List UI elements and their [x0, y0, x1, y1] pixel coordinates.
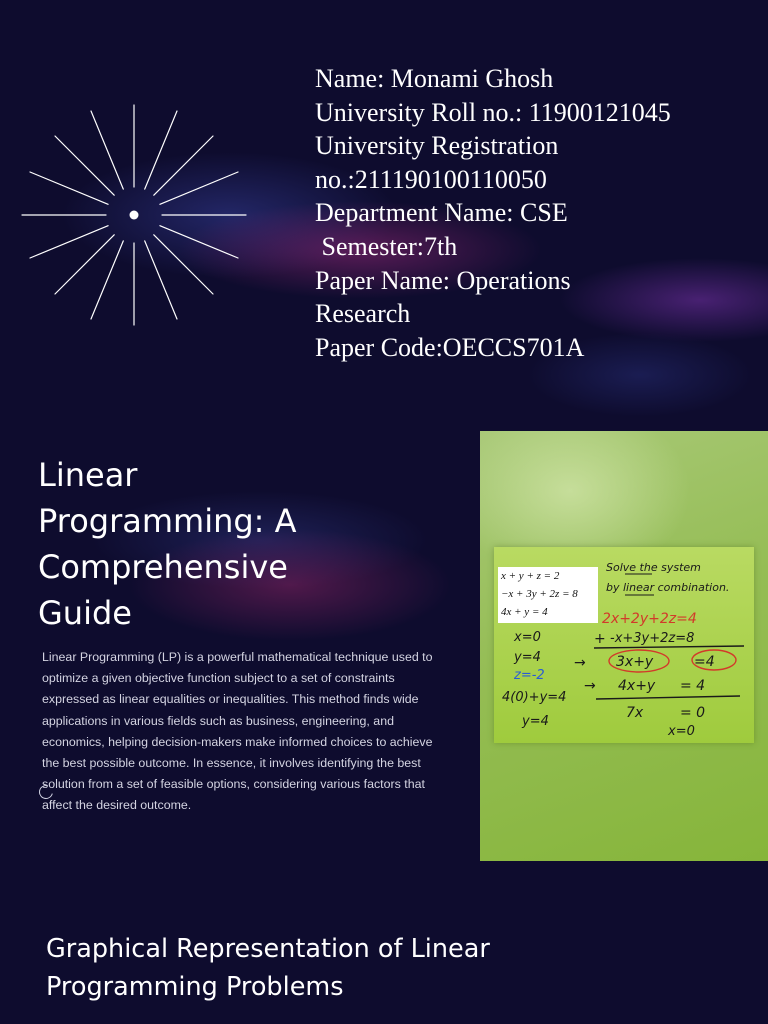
paper-name: Paper Name: Operations: [315, 265, 571, 295]
title-line-1: Linear: [38, 456, 138, 494]
eq-4: 4x+y: [618, 678, 656, 694]
paper-name-continued: Research: [315, 299, 411, 329]
plus-sign: +: [594, 631, 606, 647]
intro-paragraph: Linear Programming (LP) is a powerful mathematical technique used to optimize a given objective function subject to a set of constraints expressed as linear equalities or inequalities. This method finds wide applications in various fields such as business, engineering, and economics, helping decision-makers make informed choices to achieve the best possible outcome. In essence, it involves identifying the best solution from a set of feasible options, considering various factors that affect the desired outcome.: [42, 650, 433, 813]
title-line-2: Programming: A: [38, 502, 297, 540]
university-roll: University Roll no.: 11900121045: [315, 97, 671, 127]
eq-3: 3x+y: [616, 654, 654, 670]
title-line-3: Comprehensive: [38, 548, 288, 586]
section-heading-line-1: Graphical Representation of Linear: [46, 934, 490, 964]
registration-label: University Registration: [315, 131, 559, 161]
eq-2: -x+3y+2z=8: [610, 631, 695, 646]
paper-code: Paper Code:OECCS701A: [315, 332, 585, 362]
eq-4-rhs: = 4: [680, 678, 706, 694]
typed-eq-3: 4x + y = 4: [501, 606, 548, 618]
svg-text:→: →: [584, 678, 596, 694]
eq-1: 2x+2y+2z=4: [602, 611, 697, 627]
eq-5-rhs: = 0: [680, 705, 706, 721]
section-heading-line-2: Programming Problems: [46, 972, 344, 1002]
side-y-result: y=4: [522, 714, 549, 729]
eq-6: x=0: [668, 724, 695, 739]
whiteboard: [494, 547, 754, 743]
page-title: [38, 452, 458, 636]
semester: Semester:7th: [315, 231, 458, 261]
student-info: [315, 62, 755, 364]
title-line-4: Guide: [38, 594, 132, 632]
sunburst-icon: [14, 95, 254, 335]
student-name: Name: Monami Ghosh: [315, 64, 554, 93]
eq-3-rhs: =4: [694, 654, 715, 670]
side-y: y=4: [514, 650, 541, 665]
svg-text:→: →: [574, 655, 586, 671]
equation-photo: [480, 431, 768, 861]
typed-eq-1: x + y + z = 2: [501, 570, 560, 582]
side-z: z=-2: [514, 668, 545, 683]
heading-2: by linear combination.: [606, 581, 730, 594]
eq-5-left: 7x: [626, 705, 644, 721]
side-x: x=0: [514, 630, 541, 645]
registration-number: no.:211190100110050: [315, 164, 547, 194]
department: Department Name: CSE: [315, 198, 568, 228]
handwriting: [494, 547, 754, 743]
section-heading: [46, 930, 606, 1006]
typed-eq-2: −x + 3y + 2z = 8: [501, 588, 578, 600]
heading-1: Solve the system: [606, 561, 701, 574]
side-substitution: 4(0)+y=4: [502, 690, 567, 705]
